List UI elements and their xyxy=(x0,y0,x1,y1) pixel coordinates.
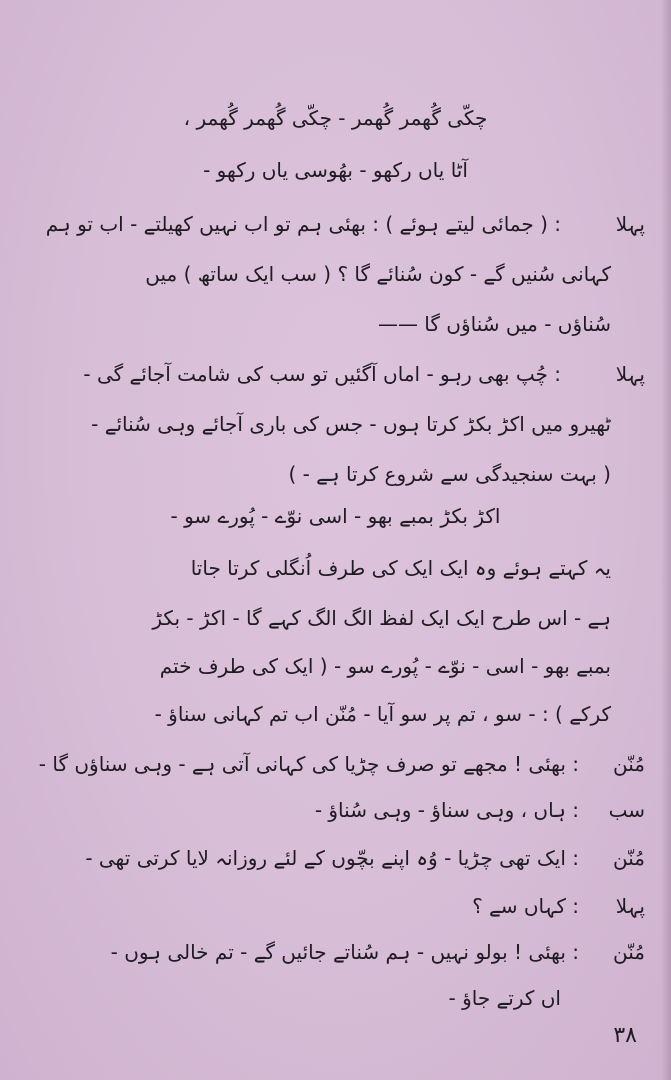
dialogue-line: : ہاں ، وہی سناؤ - وہی سُناؤ - xyxy=(314,798,579,822)
dialogue-line: : بھئی ! مجھے تو صرف چڑیا کی کہانی آتی ہے - وہی سناؤں گا - xyxy=(38,752,579,776)
dialogue-line: : بھئی ! بولو نہیں - ہم سُناتے جائیں گے - تم خالی ہوں - xyxy=(110,940,579,964)
dialogue-line: : ( جمائی لیتے ہوئے ) : بھئی ہم تو اب نہیں کھیلتے - اب تو ہم xyxy=(45,212,561,236)
speaker-label: پہلا xyxy=(615,212,645,236)
verse-line-2: آٹا یاں رکھو - بھُوسی یاں رکھو - xyxy=(203,158,468,182)
dialogue-line: : کہاں سے ؟ xyxy=(472,894,579,918)
stage-direction: ( بہت سنجیدگی سے شروع کرتا ہے - ) xyxy=(288,462,611,486)
narration-line: یہ کہتے ہوئے وہ ایک ایک کی طرف اُنگلی کرتا جاتا xyxy=(190,556,611,580)
dialogue-line: ٹھیرو میں اکڑ بکڑ کرتا ہوں - جس کی باری آجائے وہی سُنائے - xyxy=(91,412,611,436)
narration-line: ہے - اس طرح ایک ایک لفظ الگ الگ کہے گا - اکڑ - بکڑ xyxy=(152,606,611,630)
narration-line: کرکے ) : - سو ، تم پر سو آیا - مُنّن اب تم کہانی سناؤ - xyxy=(154,702,611,726)
speaker-label: مُنّن xyxy=(613,940,645,964)
rhyme-line: اکڑ بکڑ بمبے بھو - اسی نوّے - پُورے سو - xyxy=(170,504,501,528)
narration-line: بمبے بھو - اسی - نوّے - پُورے سو - ( ایک کی طرف ختم xyxy=(159,654,611,678)
speaker-label: مُنّن xyxy=(613,846,645,870)
dialogue-line: : ایک تھی چڑیا - وُہ اپنے بچّوں کے لئے روزانہ لایا کرتی تھی - xyxy=(85,846,579,870)
dialogue-line: : چُپ بھی رہو - اماں آگئیں تو سب کی شامت آجائے گی - xyxy=(83,362,561,386)
dialogue-line: کہانی سُنیں گے - کون سُنائے گا ؟ ( سب ایک ساتھ ) میں xyxy=(145,262,611,286)
speaker-label: پہلا xyxy=(615,362,645,386)
dialogue-line: سُناؤں - میں سُناؤں گا —— xyxy=(377,312,611,336)
verse-line-1: چکّی گُھمر گُھمر - چکّی گُھمر گُھمر ، xyxy=(183,106,488,130)
speaker-label: سب xyxy=(608,798,645,822)
speaker-label: مُنّن xyxy=(613,752,645,776)
dialogue-line: اں کرتے جاؤ - xyxy=(448,986,561,1010)
page-number: ۳۸ xyxy=(613,1023,637,1048)
speaker-label: پہلا xyxy=(615,894,645,918)
